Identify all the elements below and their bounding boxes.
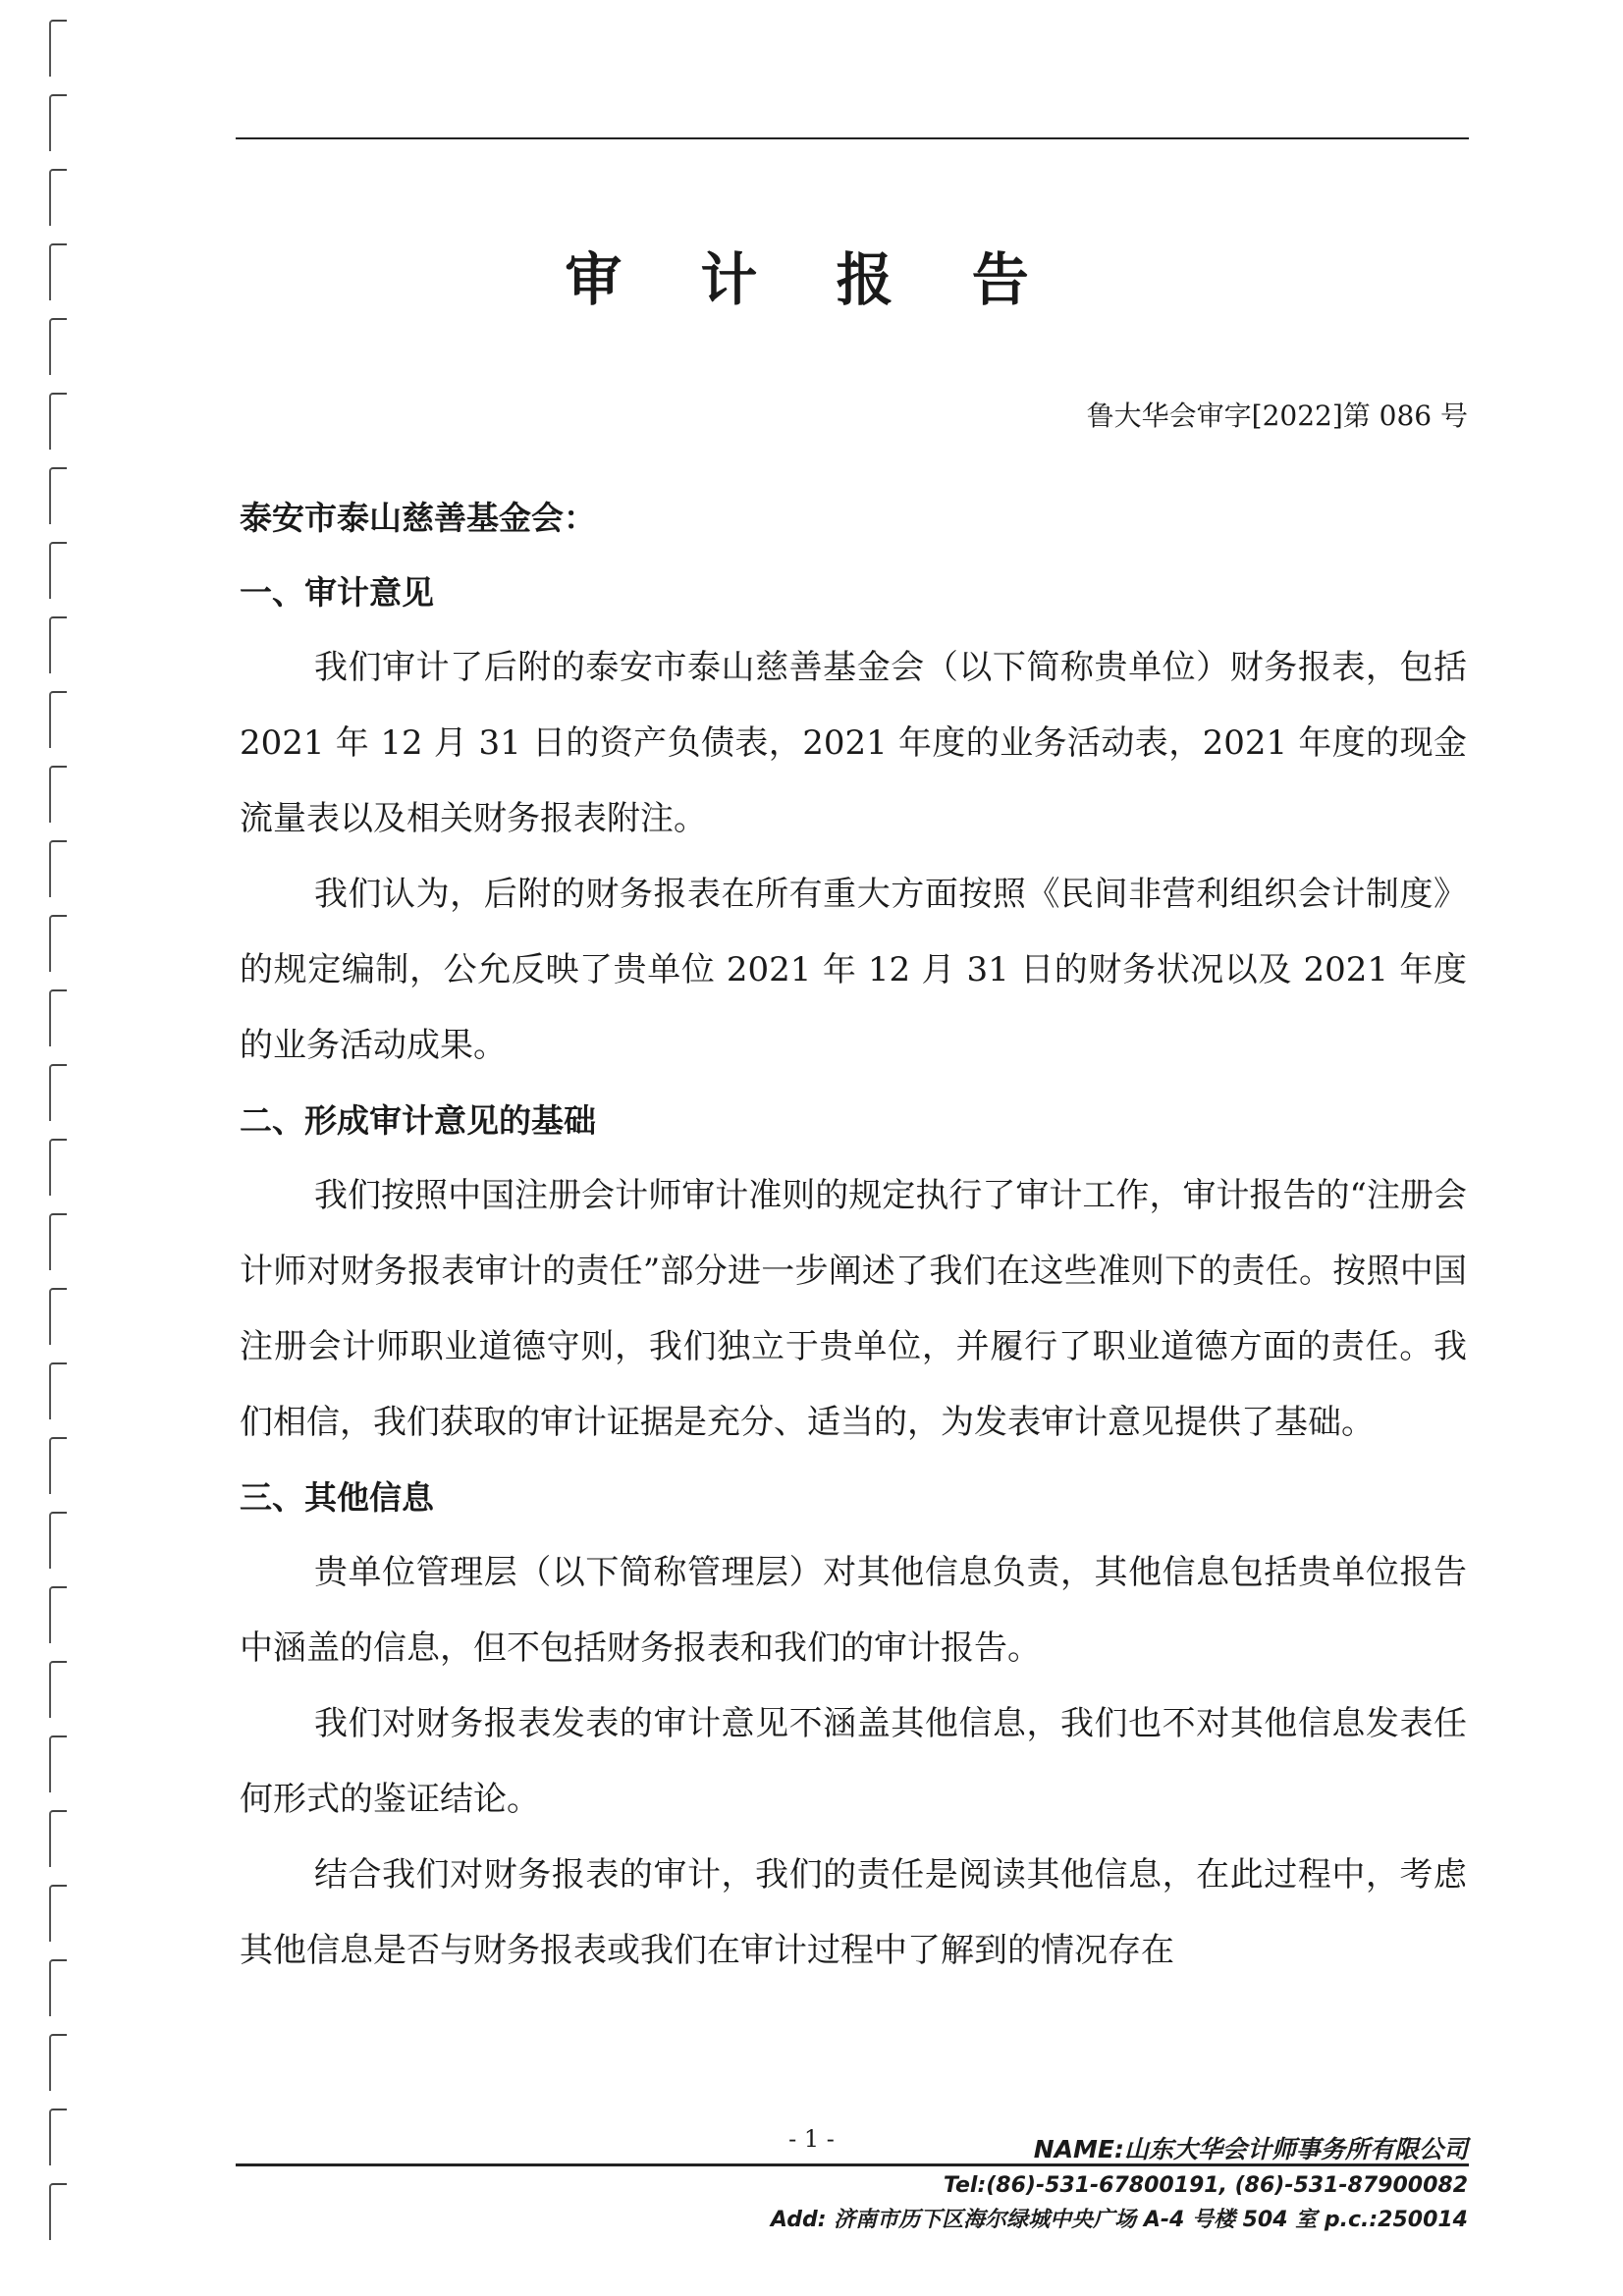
document-number: 鲁大华会审字[2022]第 086 号 — [1086, 400, 1468, 432]
firm-telephone: Tel:(86)-531-67800191, (86)-531-87900082 — [943, 2173, 1468, 2198]
paragraph: 我们对财务报表发表的审计意见不涵盖其他信息，我们也不对其他信息发表任何形式的鉴证结论。 — [240, 1704, 1467, 1819]
firm-name: NAME:山东大华会计师事务所有限公司 — [1033, 2135, 1468, 2163]
page-number: - 1 - — [788, 2125, 835, 2153]
report-body — [240, 481, 1467, 1989]
firm-address: Add: 济南市历下区海尔绿城中央广场 A-4 号楼 504 室 p.c.:250014 — [770, 2208, 1468, 2232]
paragraph: 结合我们对财务报表的审计，我们的责任是阅读其他信息，在此过程中，考虑其他信息是否与财务报表或我们在审计过程中了解到的情况存在 — [240, 1855, 1467, 1970]
binding-marks — [43, 0, 73, 2296]
addressee: 泰安市泰山慈善基金会： — [240, 499, 596, 537]
section-heading-other-info: 三、其他信息 — [240, 1478, 434, 1517]
report-title: 审 计 报 告 — [565, 246, 1058, 313]
paragraph: 贵单位管理层（以下简称管理层）对其他信息负责，其他信息包括贵单位报告中涵盖的信息，但不包括财务报表和我们的审计报告。 — [240, 1553, 1467, 1668]
footer-rule — [236, 2163, 1469, 2166]
paragraph: 我们按照中国注册会计师审计准则的规定执行了审计工作，审计报告的“注册会计师对财务报表审计的责任”部分进一步阐述了我们在这些准则下的责任。按照中国注册会计师职业道德守则，我们独立于贵单位，并履行了职业道德方面的责任。我们相信，我们获取的审计证据是充分、适当的，为发表审计意见提供了基础。 — [240, 1176, 1467, 1442]
section-heading-audit-opinion: 一、审计意见 — [240, 573, 434, 612]
paragraph: 我们审计了后附的泰安市泰山慈善基金会（以下简称贵单位）财务报表，包括 2021 年 12 月 31 日的资产负债表，2021 年度的业务活动表，2021 年度的现金流量表以及相关财务报表附注。 — [240, 648, 1467, 838]
section-heading-basis: 二、形成审计意见的基础 — [240, 1101, 596, 1140]
header-rule — [236, 137, 1469, 139]
paragraph: 我们认为，后附的财务报表在所有重大方面按照《民间非营利组织会计制度》的规定编制，公允反映了贵单位 2021 年 12 月 31 日的财务状况以及 2021 年度的业务活动成果。 — [240, 875, 1467, 1065]
